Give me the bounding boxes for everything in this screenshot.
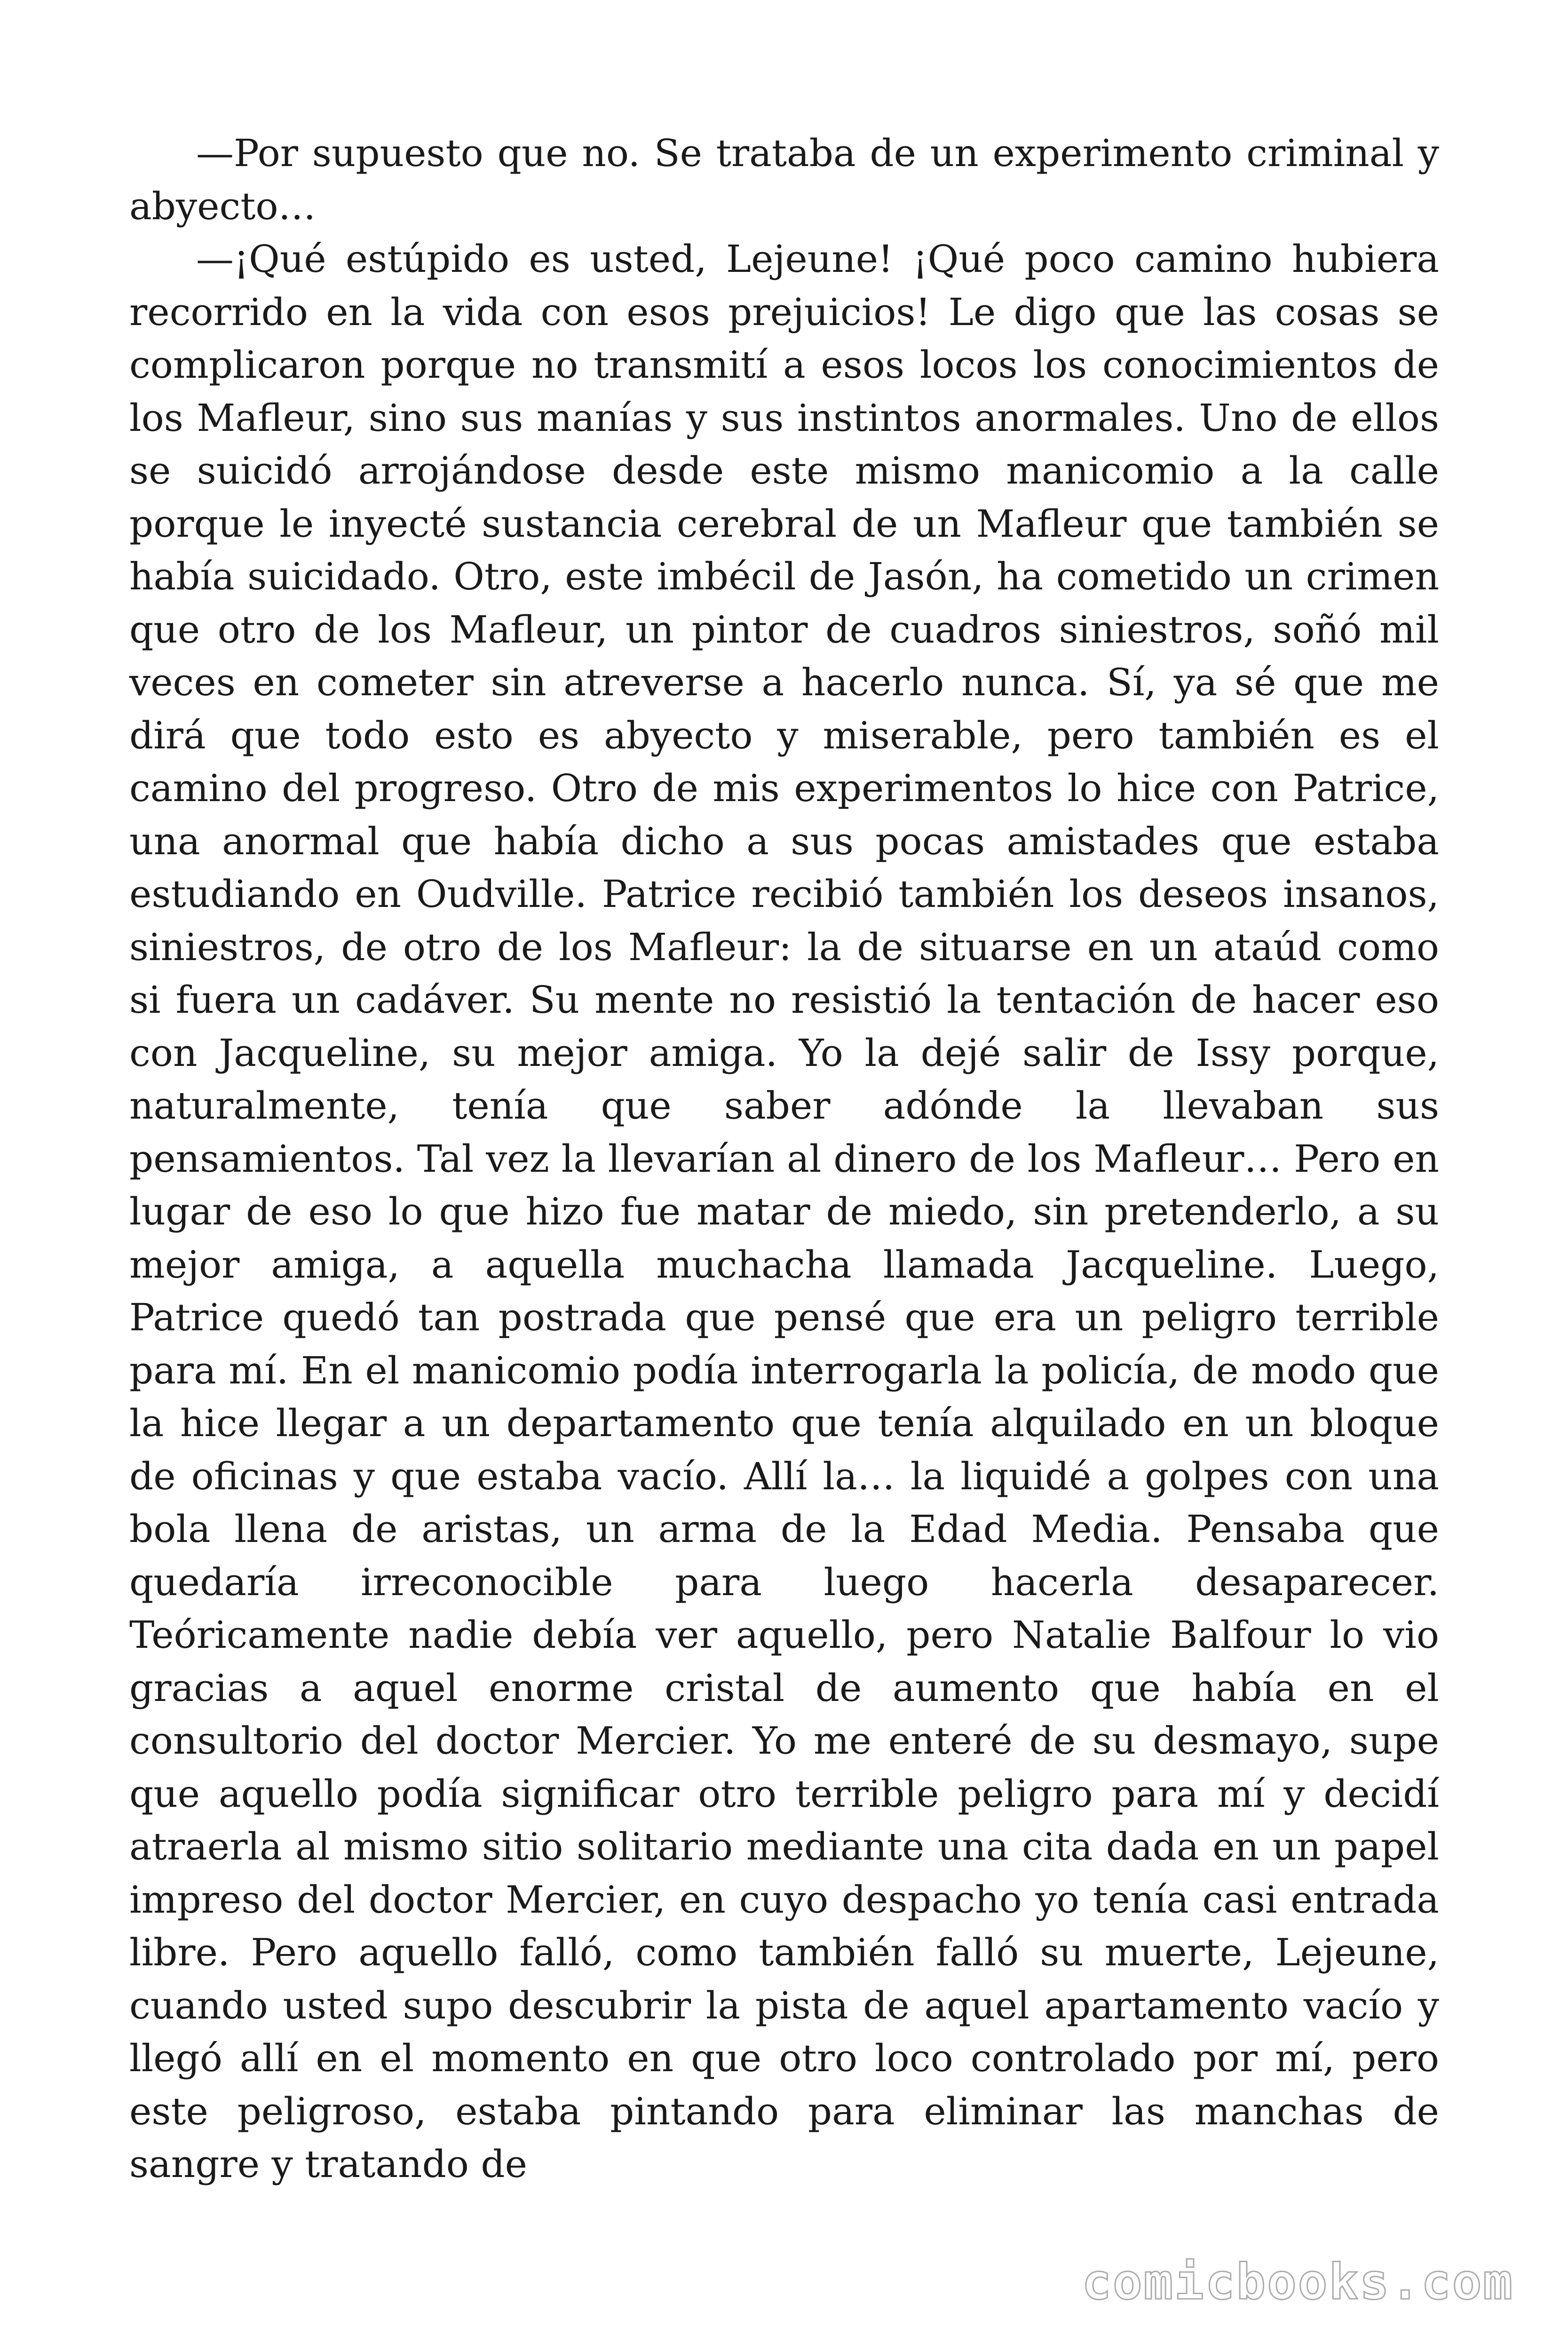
paragraph: —¡Qué estúpido es usted, Lejeune! ¡Qué poco camino hubiera recorrido en la vida con esos prejuicios! Le digo que las cosas se complicaron porque no transmití a esos locos los conocimientos de los Mafleur, sino sus manías y sus instintos anormales. Uno de ellos se suicidó arrojándose desde este mismo manicomio a la calle porque le inyecté sustancia cerebral de un Mafleur que también se había suicidado. Otro, este imbécil de Jasón, ha cometido un crimen que otro de los Mafleur, un pintor de cuadros siniestros, soñó mil veces en cometer sin atreverse a hacerlo nunca. Sí, ya sé que me dirá que todo esto es abyecto y miserable, pero también es el camino del progreso. Otro de mis experimentos lo hice con Patrice, una anormal que había dicho a sus pocas amistades que estaba estudiando en Oudville. Patrice recibió también los deseos insanos, siniestros, de otro de los Mafleur: la de situarse en un ataúd como si fuera un cadáver. Su mente no resistió la tentación de hacer eso con Jacqueline, su mejor amiga. Yo la dejé salir de Issy porque, naturalmente, tenía que saber adónde la llevaban sus pensamientos. Tal vez la llevarían al dinero de los Mafleur… Pero en lugar de eso lo que hizo fue matar de miedo, sin pretenderlo, a su mejor amiga, a aquella muchacha llamada Jacqueline. Luego, Patrice quedó tan postrada que pensé que era un peligro terrible para mí. En el manicomio podía interrogarla la policía, de modo que la hice llegar a un departamento que tenía alquilado en un bloque de oficinas y que estaba vacío. Allí la… la liquidé a golpes con una bola llena de aristas, un arma de la Edad Media. Pensaba que quedaría irreconocible para luego hacerla desaparecer. Teóricamente nadie debía ver aquello, pero Natalie Balfour lo vio gracias a aquel enorme cristal de aumento que había en el consultorio del doctor Mercier. Yo me enteré de su desmayo, supe que aquello podía significar otro terrible peligro para mí y decidí atraerla al mismo sitio solitario mediante una cita dada en un papel impreso del doctor Mercier, en cuyo despacho yo tenía casi entrada libre. Pero aquello falló, como también falló su muerte, Lejeune, cuando usted supo descubrir la pista de aquel apartamento vacío y llegó allí en el momento en que otro loco controlado por mí, pero este peligroso, estaba pintando para eliminar las manchas de sangre y tratando de	[129, 237, 1439, 2186]
page-body	[129, 127, 1439, 2191]
watermark-logo: comicbooks.com	[1082, 2253, 1514, 2311]
paragraph: —Por supuesto que no. Se trataba de un experimento criminal y abyecto…	[129, 131, 1439, 228]
